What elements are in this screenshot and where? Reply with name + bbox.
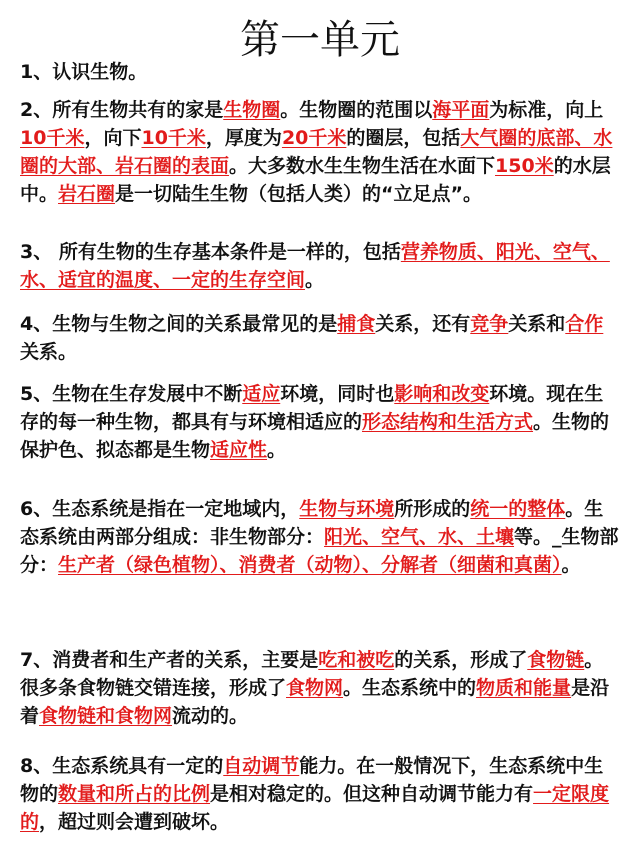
item-1 <box>20 58 620 86</box>
item-5 <box>20 380 620 464</box>
body-text: 1、认识生物。 <box>20 61 148 83</box>
body-text: 的水层中。 <box>20 155 611 205</box>
answer-text: 一定限度的 <box>20 783 610 833</box>
item-2 <box>20 96 620 208</box>
answer-text: 捕食 <box>337 313 376 335</box>
body-text: 环境。现在生存的每一种生物，都具有与环境相适应的 <box>20 383 604 433</box>
body-text: 。 <box>561 554 581 576</box>
body-text: 关系，还有 <box>375 313 471 335</box>
body-text: 的关系，形成了 <box>394 649 528 671</box>
body-text: 是相对稳定的。但这种自动调节能力有 <box>210 783 534 805</box>
answer-text: 统一的整体 <box>470 498 566 520</box>
body-text: ，超过则会遭到破坏。 <box>39 811 230 833</box>
answer-text: 影响和改变 <box>394 383 490 405</box>
answer-text: 海平面 <box>432 99 490 121</box>
body-text: 。 <box>305 269 325 291</box>
answer-text: 物质和能量 <box>476 677 572 699</box>
body-text: 。生物的保护色、拟态都是生物 <box>20 411 610 461</box>
body-text: 为标准，向上 <box>489 99 604 121</box>
answer-text: 大气圈的底部、水圈的大部、岩石圈的表面 <box>20 127 613 177</box>
answer-text: 生物与环境 <box>299 498 395 520</box>
body-text: 2、所有生物共有的家是 <box>20 99 224 121</box>
body-text: 关系。 <box>20 341 78 363</box>
body-text: 8、生态系统具有一定的 <box>20 755 224 777</box>
answer-text: 数量和所占的比例 <box>58 783 211 805</box>
body-text: 。很多条食物链交错连接，形成了 <box>20 649 604 699</box>
body-text: 。生物圈的范围以 <box>280 99 433 121</box>
answer-text: 营养物质、阳光、空气、水、适宜的温度、一定的生存空间 <box>20 241 610 291</box>
body-text: 能力。在一般情况下，生态系统中生物的 <box>20 755 604 805</box>
body-text: 5、生物在生存发展中不断 <box>20 383 243 405</box>
answer-text: 10千米 <box>141 127 206 149</box>
answer-text: 食物链和食物网 <box>39 705 173 727</box>
item-3 <box>20 238 620 294</box>
answer-text: 形态结构和生活方式 <box>362 411 534 433</box>
answer-text: 生物圈 <box>223 99 281 121</box>
item-6 <box>20 495 620 579</box>
body-text: 7、消费者和生产者的关系，主要是 <box>20 649 319 671</box>
body-text: 是沿着 <box>20 677 610 727</box>
answer-text: 生产者（绿色植物）、消费者（动物）、分解者（细菌和真菌） <box>58 554 562 576</box>
body-text: 关系和 <box>508 313 566 335</box>
answer-text: 150米 <box>495 155 554 177</box>
body-text: 。生态系统由两部分组成：非生物部分： <box>20 498 604 548</box>
body-text: 3、 所有生物的生存基本条件是一样的，包括 <box>20 241 401 263</box>
item-8 <box>20 752 620 836</box>
answer-text: 阳光、空气、水、土壤 <box>324 526 515 548</box>
body-text: 的圈层，包括 <box>346 127 461 149</box>
answer-text: 食物链 <box>527 649 585 671</box>
body-text: 6、生态系统是指在一定地域内， <box>20 498 300 520</box>
body-text: 是一切陆生生物（包括人类）的“立足点”。 <box>115 183 483 205</box>
body-text: 。生态系统中的 <box>343 677 477 699</box>
answer-text: 适应 <box>242 383 281 405</box>
body-text: 所形成的 <box>394 498 471 520</box>
body-text: 。 <box>267 439 287 461</box>
item-4 <box>20 310 620 366</box>
answer-text: 合作 <box>565 313 604 335</box>
answer-text: 适应性 <box>210 439 268 461</box>
answer-text: 食物网 <box>286 677 344 699</box>
answer-text: 竞争 <box>470 313 509 335</box>
body-text: 。大多数水生生物生活在水面下 <box>229 155 496 177</box>
answer-text: 岩石圈 <box>58 183 116 205</box>
answer-text: 自动调节 <box>223 755 300 777</box>
answer-text: 吃和被吃 <box>318 649 395 671</box>
body-text: 等。_生物部分： <box>20 526 619 576</box>
item-7 <box>20 646 620 730</box>
answer-text: 20千米 <box>281 127 347 149</box>
body-text: 4、生物与生物之间的关系最常见的是 <box>20 313 338 335</box>
body-text: 流动的。 <box>172 705 249 727</box>
body-text: ，厚度为 <box>205 127 282 149</box>
body-text: 环境，同时也 <box>280 383 395 405</box>
body-text: ，向下 <box>84 127 142 149</box>
answer-text: 10千米 <box>20 127 85 149</box>
page-title: 第一单元 <box>240 17 400 63</box>
